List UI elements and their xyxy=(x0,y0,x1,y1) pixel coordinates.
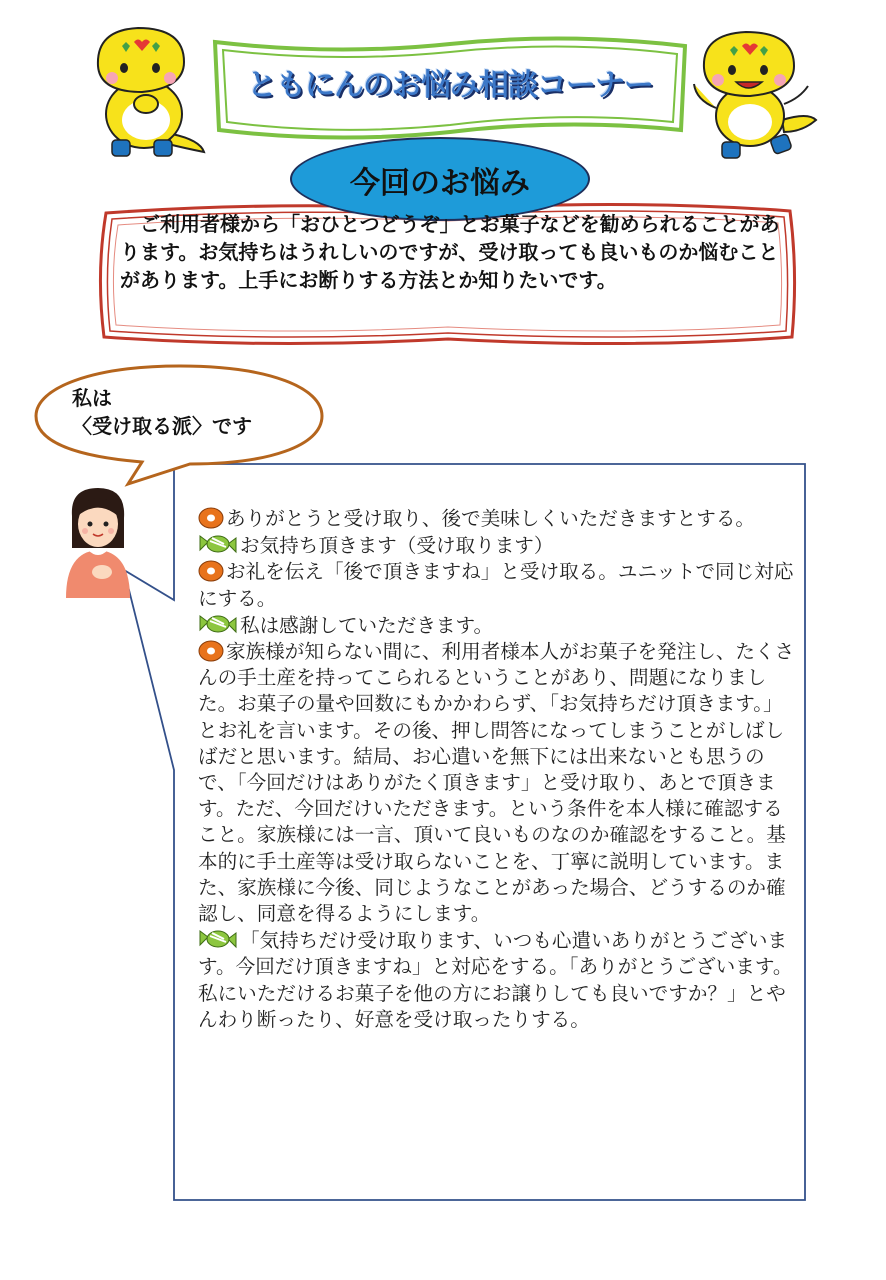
answer-text: ありがとうと受け取り、後で美味しくいただきますとする。 xyxy=(226,507,756,530)
candy-icon xyxy=(198,612,238,636)
donut-icon xyxy=(198,507,224,529)
candy-icon xyxy=(198,927,238,951)
speech-bubble-text xyxy=(72,384,312,440)
answers-list xyxy=(198,506,798,1033)
page-title: ともにんのお悩み相談コーナー xyxy=(247,68,653,103)
list-item xyxy=(198,927,798,1033)
list-item xyxy=(198,532,798,559)
woman-avatar-icon xyxy=(58,486,136,598)
list-item xyxy=(198,506,798,532)
answer-text: お礼を伝え「後で頂きますね」と受け取る。ユニットで同じ対応にする。 xyxy=(198,560,794,610)
bubble-line-2: 〈受け取る派〉です xyxy=(72,414,252,438)
list-item xyxy=(198,559,798,611)
candy-icon xyxy=(198,532,238,556)
donut-icon xyxy=(198,640,224,662)
answer-text: お気持ち頂きます（受け取ります） xyxy=(240,534,554,558)
answer-text: 「気持ちだけ受け取ります、いつも心遣いありがとうございます。今回だけ頂きますね」と対応をする。「ありがとうございます。私にいただけるお菓子を他の方にお譲りしても良いですか？」とやんわり断ったり、好意を受け取ったりする。 xyxy=(198,929,793,1031)
worry-heading: 今回のお悩み xyxy=(350,166,530,201)
answer-text: 家族様が知らない間に、利用者様本人がお菓子を発注し、たくさんの手土産を持ってこられるということがあり、問題になりました。お菓子の量や回数にもかかわらず、「お気持ちだけ頂きます。」とお礼を言います。その後、押し問答になってしまうことがしばしばだと思います。結局、お心遣いを無下には出来ないとも思うので、「今回だけはありがたく頂きます」と受け取り、あとで頂きます。ただ、今回だけいただきます。という条件を本人様に確認すること。家族様には一言、頂いて良いものなのか確認をすること。基本的に手土産等は受け取らないことを、丁寧に説明しています。また、家族様に今後、同じようなことがあった場合、どうするのか確認し、同意を得るようにします。 xyxy=(198,640,795,926)
list-item xyxy=(198,612,798,639)
bubble-line-1: 私は xyxy=(72,386,112,410)
answer-text: 私は感謝していただきます。 xyxy=(240,613,494,637)
donut-icon xyxy=(198,560,224,582)
worry-text: ご利用者様から「おひとつどうぞ」とお菓子などを勧められることがあります。お気持ちはうれしいのですが、受け取っても良いものか悩むことがあります。上手にお断りする方法とか知りたいです。 xyxy=(120,212,780,292)
list-item xyxy=(198,639,798,927)
